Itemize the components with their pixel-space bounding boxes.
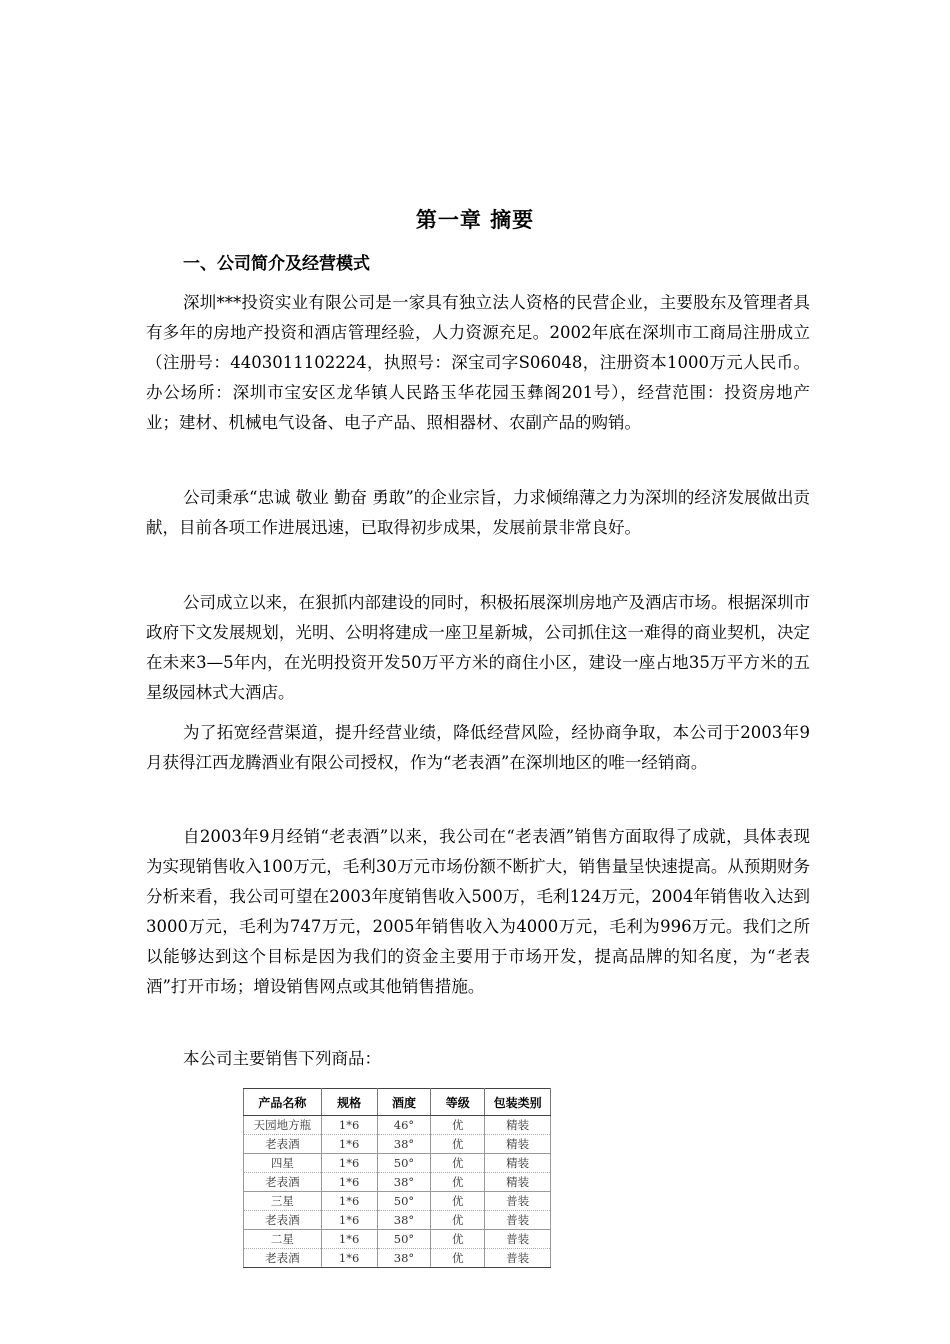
cell-spec: 1*6 (321, 1173, 377, 1192)
cell-alcohol: 38° (377, 1135, 431, 1154)
products-intro: 本公司主要销售下列商品： (183, 1049, 381, 1068)
cell-packaging: 普装 (485, 1249, 551, 1268)
table-row (244, 1230, 551, 1249)
table-row (244, 1192, 551, 1211)
cell-packaging: 精装 (485, 1116, 551, 1135)
cell-grade: 优 (431, 1230, 485, 1249)
cell-packaging: 精装 (485, 1173, 551, 1192)
header-spec: 规格 (321, 1089, 377, 1116)
header-packaging: 包装类别 (485, 1089, 551, 1116)
table-row (244, 1116, 551, 1135)
cell-product-name: 老表酒 (244, 1135, 322, 1154)
cell-grade: 优 (431, 1116, 485, 1135)
table-row (244, 1154, 551, 1173)
cell-alcohol: 50° (377, 1154, 431, 1173)
cell-alcohol: 50° (377, 1192, 431, 1211)
cell-alcohol: 38° (377, 1211, 431, 1230)
cell-packaging: 普装 (485, 1192, 551, 1211)
table-row (244, 1249, 551, 1268)
paragraph-company-intro: 深圳***投资实业有限公司是一家具有独立法人资格的民营企业，主要股东及管理者具有多年的房地产投资和酒店管理经验，人力资源充足。2002年底在深圳市工商局注册成立（注册号：4403011102224，执照号：深宝司字S06048，注册资本1000万元人民币。办公场所：深圳市宝安区龙华镇人民路玉华花园玉彝阁201号），经营范围：投资房地产业；建材、机械电气设备、电子产品、照相器材、农副产品的购销。 (146, 293, 810, 432)
cell-product-name: 三星 (244, 1192, 322, 1211)
cell-alcohol: 38° (377, 1173, 431, 1192)
cell-grade: 优 (431, 1211, 485, 1230)
paragraph-distribution: 为了拓宽经营渠道，提升经营业绩，降低经营风险，经协商争取，本公司于2003年9月获得江西龙腾酒业有限公司授权，作为“老表酒”在深圳地区的唯一经销商。 (146, 723, 810, 772)
paragraph-sales-results: 自2003年9月经销“老表酒”以来，我公司在“老表酒”销售方面取得了成就，具体表现为实现销售收入100万元，毛利30万元市场份额不断扩大，销售量呈快速提高。从预期财务分析来看，我公司可望在2003年度销售收入500万，毛利124万元，2004年销售收入达到3000万元，毛利为747万元，2005年销售收入为4000万元，毛利为996万元。我们之所以能够达到这个目标是因为我们的资金主要用于市场开发，提高品牌的知名度，为“老表酒”打开市场；增设销售网点或其他销售措施。 (146, 827, 810, 996)
cell-packaging: 精装 (485, 1154, 551, 1173)
cell-grade: 优 (431, 1249, 485, 1268)
cell-packaging: 精装 (485, 1135, 551, 1154)
cell-spec: 1*6 (321, 1154, 377, 1173)
cell-alcohol: 50° (377, 1230, 431, 1249)
cell-grade: 优 (431, 1173, 485, 1192)
cell-product-name: 四星 (244, 1154, 322, 1173)
cell-spec: 1*6 (321, 1211, 377, 1230)
paragraph-expansion: 公司成立以来，在狠抓内部建设的同时，积极拓展深圳房地产及酒店市场。根据深圳市政府下文发展规划，光明、公明将建成一座卫星新城，公司抓住这一难得的商业契机，决定在未来3—5年内，在光明投资开发50万平方米的商住小区，建设一座占地35万平方米的五星级园林式大酒店。 (146, 593, 810, 702)
cell-alcohol: 46° (377, 1116, 431, 1135)
cell-grade: 优 (431, 1192, 485, 1211)
cell-packaging: 普装 (485, 1211, 551, 1230)
cell-grade: 优 (431, 1154, 485, 1173)
chapter-title: 第一章 摘要 (415, 208, 535, 232)
paragraph-company-tenet: 公司秉承“忠诚 敬业 勤奋 勇敢”的企业宗旨，力求倾绵薄之力为深圳的经济发展做出贡献，目前各项工作进展迅速，已取得初步成果，发展前景非常良好。 (146, 488, 810, 537)
cell-grade: 优 (431, 1135, 485, 1154)
header-grade: 等级 (431, 1089, 485, 1116)
cell-product-name: 二星 (244, 1230, 322, 1249)
header-alcohol: 酒度 (377, 1089, 431, 1116)
cell-product-name: 老表酒 (244, 1173, 322, 1192)
products-table (243, 1088, 551, 1268)
cell-spec: 1*6 (321, 1230, 377, 1249)
section-title: 一、公司简介及经营模式 (183, 254, 370, 274)
cell-spec: 1*6 (321, 1135, 377, 1154)
table-row (244, 1211, 551, 1230)
cell-product-name: 老表酒 (244, 1249, 322, 1268)
header-product-name: 产品名称 (244, 1089, 322, 1116)
table-row (244, 1135, 551, 1154)
cell-product-name: 天园地方瓶 (244, 1116, 322, 1135)
table-row (244, 1173, 551, 1192)
cell-spec: 1*6 (321, 1116, 377, 1135)
cell-product-name: 老表酒 (244, 1211, 322, 1230)
cell-packaging: 普装 (485, 1230, 551, 1249)
cell-spec: 1*6 (321, 1192, 377, 1211)
table-header-row (244, 1089, 551, 1116)
cell-alcohol: 38° (377, 1249, 431, 1268)
cell-spec: 1*6 (321, 1249, 377, 1268)
